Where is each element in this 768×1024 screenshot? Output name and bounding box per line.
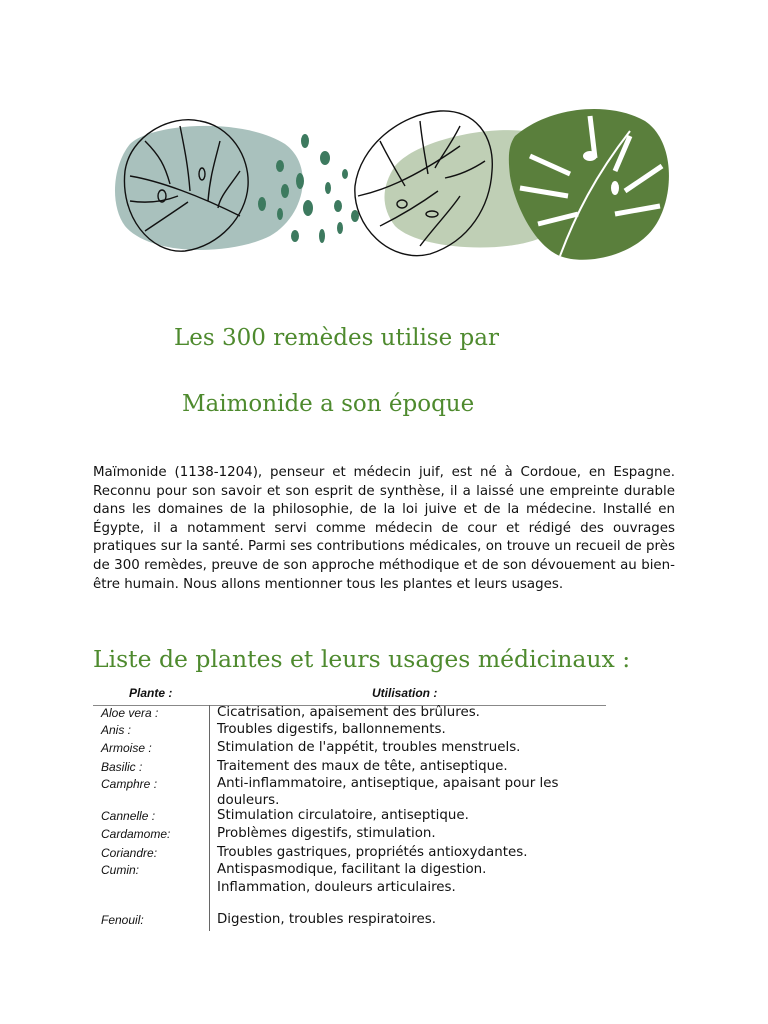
plant-name: Basilic :	[101, 760, 143, 774]
plant-use: Inflammation, douleurs articulaires.	[217, 880, 456, 895]
plant-use: Antispasmodique, facilitant la digestion.	[217, 862, 487, 877]
plant-name: Cardamome:	[101, 827, 171, 841]
plant-name: Camphre :	[101, 777, 158, 791]
column-divider	[209, 705, 210, 931]
plant-name: Anis :	[101, 723, 132, 737]
plants-table	[93, 686, 606, 927]
section-title: Liste de plantes et leurs usages médicinaux :	[93, 645, 631, 673]
plant-use: Stimulation circulatoire, antiseptique.	[217, 808, 469, 823]
plant-use: Troubles gastriques, propriétés antioxydantes.	[217, 845, 528, 860]
plant-use: Traitement des maux de tête, antiseptique.	[217, 759, 508, 774]
plant-use: Stimulation de l'appétit, troubles menstruels.	[217, 740, 521, 755]
plant-use: Anti-inflammatoire, antiseptique, apaisant pour les douleurs.	[217, 776, 559, 808]
column-header-use: Utilisation :	[372, 686, 438, 700]
plant-name: Armoise :	[101, 741, 152, 755]
plant-name: Aloe vera :	[101, 706, 159, 720]
monstera-banner	[90, 96, 680, 266]
intro-paragraph: Maïmonide (1138-1204), penseur et médecin juif, est né à Cordoue, en Espagne. Reconnu pour son savoir et son esprit de synthèse, il a laissé une empreinte durable dans les domaines de la philosophie, de la loi juive et de la médecine. Installé en Égypte, il a notamment servi comme médecin de cour et rédigé des ouvrages pratiques sur la santé. Parmi ses contributions médicales, on trouve un recueil de près de 300 remèdes, preuve de son approche méthodique et de son dévouement au bien-être humain. Nous allons mentionner tous les plantes et leurs usages.	[93, 465, 675, 592]
plant-name: Cumin:	[101, 863, 140, 877]
plant-use: Cicatrisation, apaisement des brûlures.	[217, 705, 480, 720]
plant-use: Problèmes digestifs, stimulation.	[217, 826, 436, 841]
column-header-plant: Plante :	[129, 686, 173, 700]
plant-name: Fenouil:	[101, 913, 144, 927]
table-header	[93, 686, 606, 706]
plant-use: Troubles digestifs, ballonnements.	[217, 722, 446, 737]
plant-name: Cannelle :	[101, 809, 156, 823]
page-title-line1: Les 300 remèdes utilise par	[174, 325, 499, 351]
plant-use: Digestion, troubles respiratoires.	[217, 912, 436, 927]
page-title-line2: Maimonide a son époque	[182, 391, 475, 417]
plant-name: Coriandre:	[101, 846, 158, 860]
